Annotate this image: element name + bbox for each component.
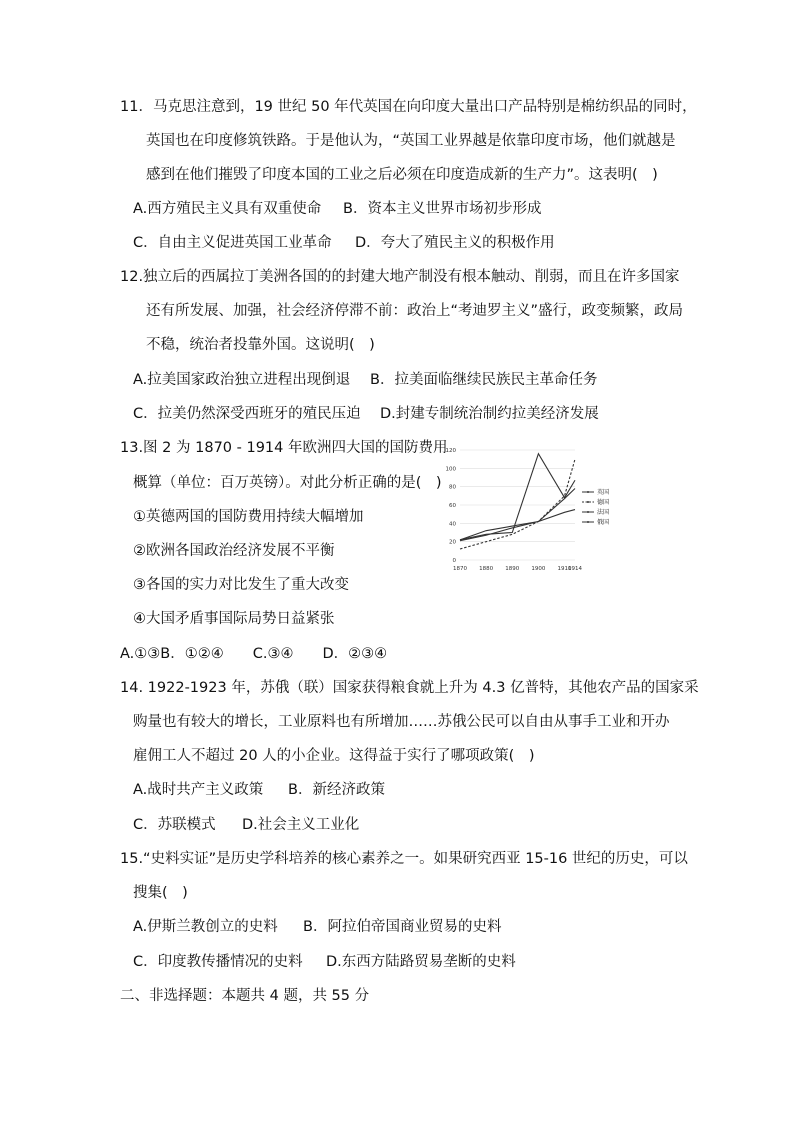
q14-line-2: 购量也有较大的增长，工业原料也有所增加……苏俄公民可以自由从事手工业和开办	[133, 714, 670, 730]
q13-item-3: ③各国的实力对比发生了重大改变	[133, 577, 349, 593]
q15-line-1: 15.“史料实证”是历史学科培养的核心素养之一。如果研究西亚 15-16 世纪的历史，可以	[120, 851, 688, 867]
q11-option-c: C．自由主义促进英国工业革命	[133, 235, 332, 251]
q15-option-c: C．印度教传播情况的史料	[133, 954, 303, 970]
q14-option-d: D.社会主义工业化	[242, 817, 360, 833]
q12-option-a: A.拉美国家政治独立进程出现倒退	[133, 372, 351, 388]
q11-option-b: B．资本主义世界市场初步形成	[343, 201, 542, 217]
q13-item-4: ④大国矛盾事国际局势日益紧张	[133, 611, 335, 627]
q12-line-1: 12.独立后的西属拉丁美洲各国的的封建大地产制没有根本触动、削弱，而且在许多国家	[120, 269, 680, 285]
x-tick-label: 1890	[505, 566, 520, 572]
q12-option-c: C．拉美仍然深受西班牙的殖民压迫	[133, 406, 361, 422]
q13-item-2: ②欧洲各国政治经济发展不平衡	[133, 543, 335, 559]
q11-line-2: 英国也在印度修筑铁路。于是他认为，“英国工业界越是依靠印度市场，他们就越是	[146, 133, 676, 149]
legend-label: 法国	[597, 509, 610, 517]
x-tick-label: 1910	[557, 566, 572, 572]
q15-option-a: A.伊斯兰教创立的史料	[133, 919, 278, 935]
y-tick-label: 100	[445, 466, 456, 473]
q12-line-3: 不稳，统治者投靠外国。这说明( )	[146, 337, 375, 353]
x-tick-label: 1870	[453, 566, 467, 572]
legend-marker	[587, 511, 589, 513]
q14-line-3: 雇佣工人不超过 20 人的小企业。这得益于实行了哪项政策( )	[133, 748, 535, 764]
q12-option-d: D.封建专制统治制约拉美经济发展	[380, 406, 599, 422]
legend-marker	[587, 501, 589, 503]
legend-label: 俄国	[597, 519, 610, 527]
y-tick-label: 60	[449, 503, 456, 509]
legend-label: 英国	[597, 489, 610, 497]
legend-marker	[587, 491, 589, 493]
q11-line-3: 感到在他们摧毁了印度本国的工业之后必须在印度造成新的生产力”。这表明( )	[146, 167, 658, 183]
q14-option-b: B．新经济政策	[288, 782, 385, 798]
q11-option-a: A.西方殖民主义具有双重使命	[133, 201, 322, 217]
legend-marker	[587, 521, 589, 523]
y-tick-label: 120	[445, 448, 456, 454]
q13-line-2: 概算（单位：百万英镑）。对此分析正确的是( )	[133, 475, 442, 491]
section-2-heading: 二、非选择题：本题共 4 题，共 55 分	[120, 988, 370, 1004]
x-tick-label: 1900	[531, 566, 546, 572]
q15-option-b: B．阿拉伯帝国商业贸易的史料	[303, 919, 502, 935]
y-tick-label: 0	[452, 558, 456, 564]
q14-option-c: C．苏联模式	[133, 817, 216, 833]
x-tick-label: 1914	[568, 566, 582, 572]
q14-line-1: 14. 1922-1923 年，苏俄（联）国家获得粮食就上升为 4.3 亿普特，其他农产品的国家采	[120, 680, 699, 696]
q11-line-1: 11．马克思注意到，19 世纪 50 年代英国在向印度大量出口产品特别是棉纺织品的同时，	[120, 99, 697, 115]
q14-option-a: A.战时共产主义政策	[133, 782, 264, 798]
q12-option-b: B．拉美面临继续民族民主革命任务	[370, 372, 598, 388]
y-tick-label: 20	[449, 539, 456, 546]
q13-item-1: ①英德两国的国防费用持续大幅增加	[133, 509, 364, 525]
y-tick-label: 40	[449, 521, 456, 528]
defense-spending-chart	[440, 440, 630, 580]
q13-line-1: 13.图 2 为 1870 - 1914 年欧洲四大国的国防费用	[120, 440, 448, 456]
y-tick-label: 80	[449, 484, 456, 491]
q15-line-2: 搜集( )	[133, 885, 188, 901]
q11-option-d: D．夸大了殖民主义的积极作用	[355, 235, 555, 251]
q12-line-2: 还有所发展、加强，社会经济停滞不前：政治上“考迪罗主义”盛行，政变频繁，政局	[146, 303, 684, 319]
q15-option-d: D.东西方陆路贸易垄断的史料	[326, 954, 516, 970]
q13-answers: A.①③B．①②④ C.③④ D．②③④	[120, 646, 388, 662]
legend-label: 德国	[597, 499, 610, 507]
x-tick-label: 1880	[479, 566, 494, 572]
